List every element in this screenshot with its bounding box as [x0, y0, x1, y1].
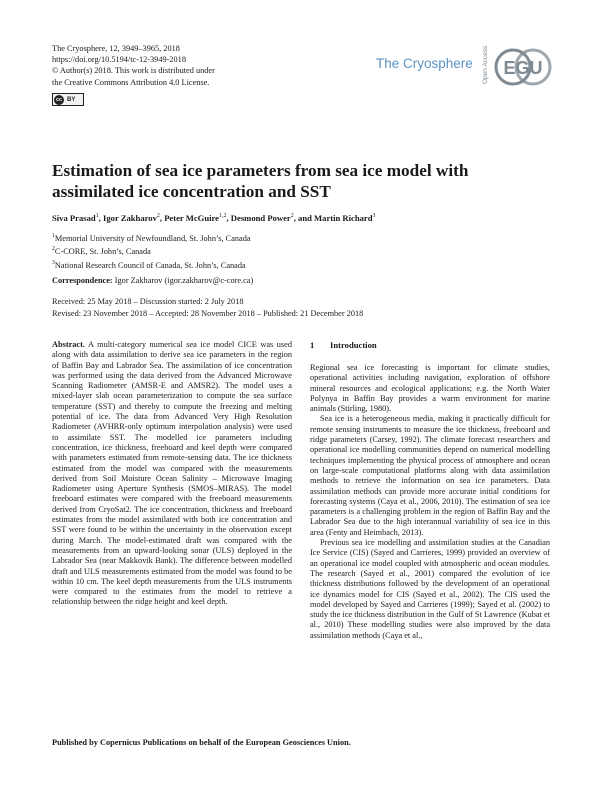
introduction-body [310, 363, 550, 641]
author-name: Desmond Power [230, 213, 291, 223]
abstract-label: Abstract. [52, 340, 85, 349]
section-number: 1 [310, 340, 315, 350]
author-affiliation-marker: 1,2 [219, 213, 227, 220]
author-list: Siva Prasad$^1$, Igor Zakharov$^2$, Peter McGuire$^{1,2}$, Desmond Power$^2$, and Martin Richard$^3$ [52, 213, 376, 223]
doi-link[interactable]: https://doi.org/10.5194/tc-12-3949-2018 [52, 55, 186, 65]
published-date-line: Revised: 23 November 2018 – Accepted: 28 November 2018 – Published: 21 December 2018 [52, 308, 364, 318]
author-affiliation-marker: 3 [372, 213, 376, 220]
author-name: Peter McGuire [164, 213, 219, 223]
open-access-label [480, 44, 489, 84]
creative-commons-icon: cc [55, 96, 63, 103]
publication-dates [52, 296, 363, 319]
affiliation: $^1$Memorial University of Newfoundland, St. John’s, Canada [52, 233, 251, 243]
affiliations [52, 231, 251, 271]
correspondence-label: Correspondence: [52, 276, 113, 285]
received-date-line: Received: 25 May 2018 – Discussion started: 2 July 2018 [52, 297, 244, 306]
author-name: Martin Richard [314, 213, 373, 223]
egu-logo-text: EGU [503, 58, 543, 78]
author-name: Siva Prasad [52, 213, 96, 223]
cc-by-label: BY [67, 96, 76, 103]
citation-block [52, 43, 215, 88]
open-access-text: Open Access [482, 45, 489, 84]
affiliation: $^3$National Research Council of Canada, St. John’s, Canada [52, 259, 246, 270]
journal-name: The Cryosphere [376, 56, 473, 71]
correspondence [52, 276, 253, 285]
publisher-footer: Published by Copernicus Publications on behalf of the European Geosciences Union. [52, 738, 351, 747]
section-title: Introduction [330, 340, 377, 350]
paragraph: Previous sea ice modelling and assimilation studies at the Canadian Ice Service (CIS) (Sayed and Carrieres, 1999) provided an overview of an operational ice model coupled with atmospheric and ocean modules. The research (Sayed et al., 2001) compared the evolution of ice thickness distributions followed by the development of an operational ice dynamics model for CIS (Sayed et al., 2002). The CIS used the model developed by Sayed and Carrieres (1999); Sayed et al. (2002) to study the ice thickness distribution in the Gulf of St Lawrence (Kubat et al., 2010) These modelling studies were also improved by the data assimilation methods (Caya et al., [310, 538, 550, 640]
license-line: the Creative Commons Attribution 4.0 License. [52, 77, 210, 87]
author-name: Igor Zakharov [103, 213, 157, 223]
author-affiliation-marker: 2 [156, 213, 160, 220]
abstract-text: A multi-category numerical sea ice model CICE was used along with data assimilation to derive sea ice parameters in the region of Baffin Bay and Labrador Sea. The assimilation of ice concentration was performed using the data derived from the Advanced Microwave Scanning Radiometer (AMSR-E and AMSR2). The model uses a mixed-layer slab ocean parameterization to compute the sea surface temperature (SST) and thereby to compute the freezing and melting potential of ice. The data from Advanced Very High Resolution Radiometer (AVHRR-only optimum interpolation analysis) were used to assimilate SST. The modelled ice parameters including concentration, ice thickness, freeboard and keel depth were compared with parameters estimated from remote-sensing data. The ice thickness estimated from the model was compared with the measurements derived from Soil Moisture Ocean Salinity – Microwave Imaging Radiometer using Aperture Synthesis (SMOS–MIRAS). The model freeboard estimates were compared with the freeboard measurements derived from CryoSat2. The ice concentration, thickness and freeboard estimates from the model assimilated with both ice concentration and SST were found to be within the uncertainty in the observation except during March. The model-estimated draft was compared with the measurements from an upward-looking sonar (ULS) deployed in the Labrador Sea (near Makkovik Bank). The difference between modelled draft and ULS measurements estimated from the model was found to be within 10 cm. The keel depth measurements from the ULS instruments were compared to the estimates from the model to retrieve a relationship between the ridge height and keel depth. [52, 340, 292, 607]
author-affiliation-marker: 1 [95, 213, 99, 220]
correspondence-email[interactable]: Igor Zakharov (igor.zakharov@c-core.ca) [114, 276, 254, 285]
egu-logo [494, 48, 552, 86]
section-heading [310, 340, 377, 350]
abstract [52, 340, 292, 608]
author-affiliation-marker: 2 [290, 213, 294, 220]
cc-by-license-badge[interactable] [52, 93, 84, 106]
copyright-line: © Author(s) 2018. This work is distributed under [52, 66, 215, 76]
paper-title: Estimation of sea ice parameters from sea ice model with assimilated ice concentration and SST [52, 161, 469, 201]
paragraph: Regional sea ice forecasting is important for climate studies, operational activities including navigation, exploration of offshore mineral resources and ecological applications; e.g. the North Water Polynya in Baffin Bay provides a warm environment for marine animals (Stirling, 1980). [310, 363, 550, 414]
paragraph: Sea ice is a heterogeneous media, making it practically difficult for remote sensing instruments to measure the ice thickness, freeboard and ridge parameters (Carsey, 1992). The climate forecast researchers and operational ice modelling communities depend on numerical modelling techniques implementing the physical process of atmosphere and ocean on large-scale computational platforms along with data assimilation methods to retrieve the information on sea ice parameters. Data assimilation methods can provide more accurate initial conditions for forecasting systems (Caya et al., 2006, 2010). The estimation of sea ice parameters is a challenging problem in the region of Baffin Bay and the Labrador Sea due to the high interannual variability of sea ice in this area (Fenty and Heimbach, 2013). [310, 414, 550, 537]
citation-line: The Cryosphere, 12, 3949–3965, 2018 [52, 44, 180, 53]
affiliation: $^2$C-CORE, St. John’s, Canada [52, 246, 151, 257]
